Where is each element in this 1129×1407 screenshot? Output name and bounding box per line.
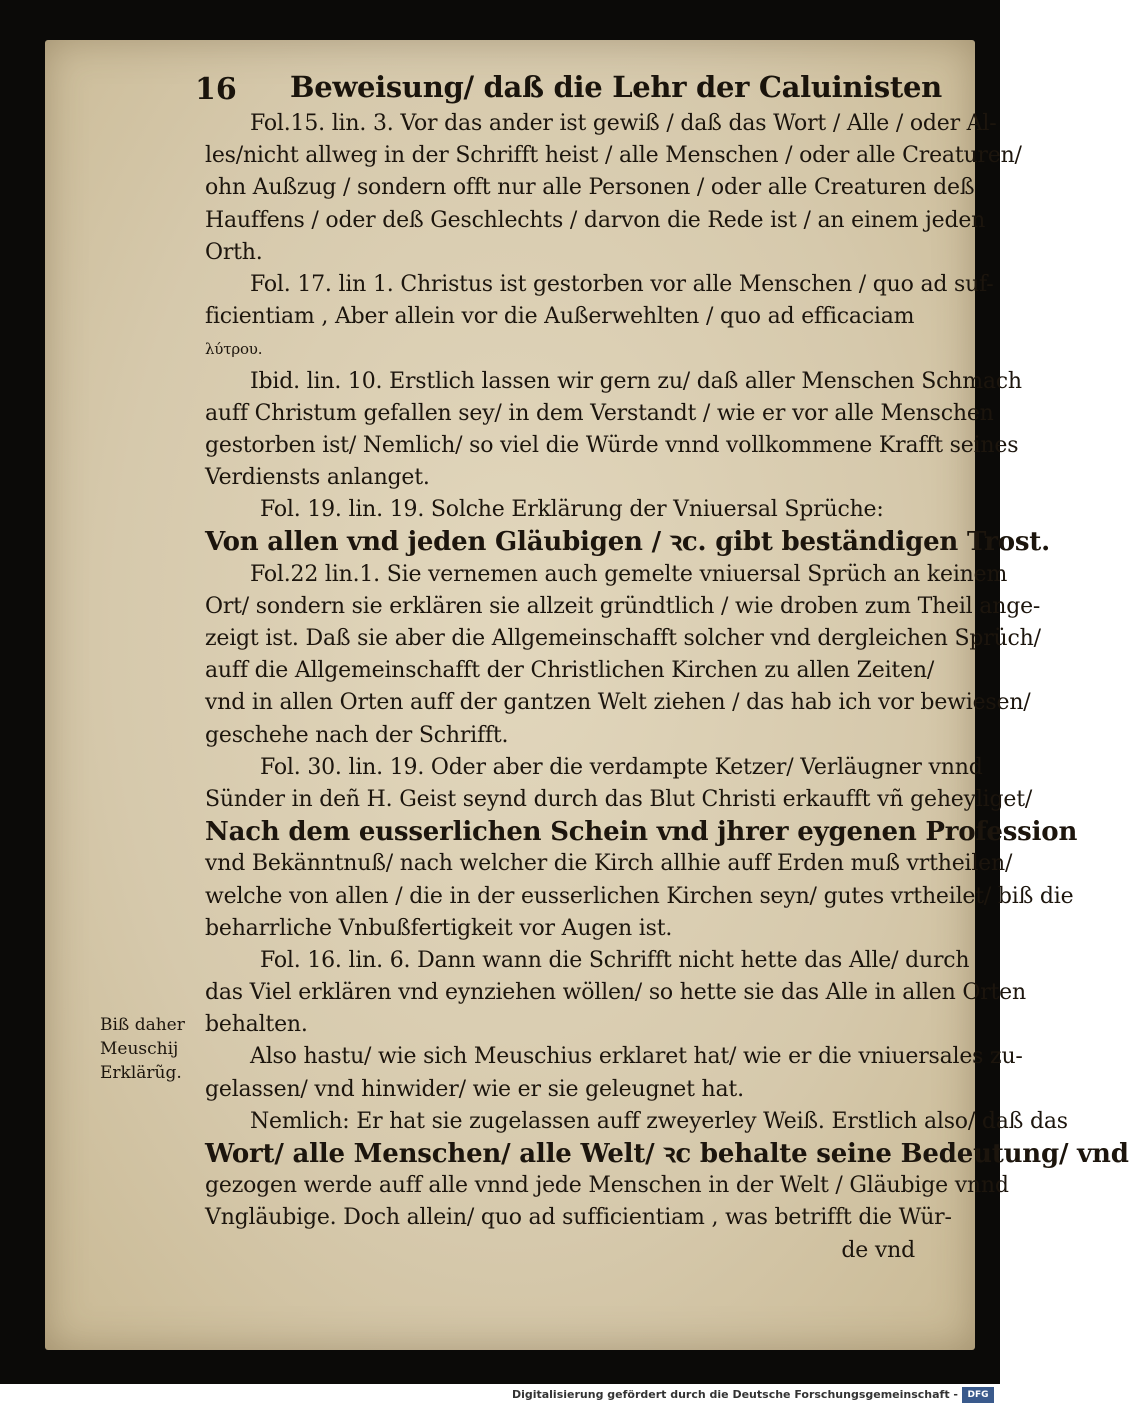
dfg-logo: DFG <box>962 1387 994 1403</box>
text-line: Von allen vnd jeden Gläubigen / ꝛc. gibt beständigen Trost. <box>205 527 1050 558</box>
text-line: Fol.22 lin.1. Sie vernemen auch gemelte vniuersal Sprüch an keinem <box>250 561 1008 587</box>
text-line: ficientiam , Aber allein vor die Außerwehlten / quo ad efficaciam <box>205 304 915 330</box>
text-line: auff Christum gefallen sey/ in dem Verstandt / wie er vor alle Menschen <box>205 400 994 426</box>
margin-note-line: Erklärũg. <box>100 1063 182 1083</box>
text-line: gezogen werde auff alle vnnd jede Menschen in der Welt / Gläubige vnnd <box>205 1173 1009 1199</box>
text-line: Fol. 19. lin. 19. Solche Erklärung der Vniuersal Sprüche: <box>260 497 884 523</box>
text-line: Fol. 17. lin 1. Christus ist gestorben vor alle Menschen / quo ad suf- <box>250 271 994 297</box>
text-line: gelassen/ vnd hinwider/ wie er sie geleugnet hat. <box>205 1076 744 1102</box>
text-line: Nach dem eusserlichen Schein vnd jhrer eygenen Profession <box>205 817 1078 848</box>
text-line: Hauffens / oder deß Geschlechts / darvon die Rede ist / an einem jeden <box>205 207 986 233</box>
funding-credit: Digitalisierung gefördert durch die Deutsche Forschungsgemeinschaft - <box>511 1388 958 1401</box>
text-line: λύτρου. <box>205 340 263 359</box>
margin-note-line: Biß daher <box>100 1015 185 1035</box>
page-number: 16 <box>195 72 237 107</box>
text-line: Fol. 30. lin. 19. Oder aber die verdampte Ketzer/ Verläugner vnnd <box>260 754 983 780</box>
text-line: Vngläubige. Doch allein/ quo ad sufficientiam , was betrifft die Wür- <box>205 1205 952 1231</box>
text-line: vnd Bekänntnuß/ nach welcher die Kirch allhie auff Erden muß vrtheilen/ <box>205 851 1013 877</box>
text-line: vnd in allen Orten auff der gantzen Welt ziehen / das hab ich vor bewiesen/ <box>205 690 1031 716</box>
text-line: auff die Allgemeinschafft der Christlichen Kirchen zu allen Zeiten/ <box>205 658 935 684</box>
page-body <box>205 108 1129 1267</box>
text-line: les/nicht allweg in der Schrifft heist / alle Menschen / oder alle Creaturen/ <box>205 143 1022 169</box>
margin-note-line: Meuschij <box>100 1039 179 1059</box>
footer-bar <box>0 1384 1000 1407</box>
text-line: Wort/ alle Menschen/ alle Welt/ ꝛc behalte seine Bedeutung/ vnd <box>205 1139 1129 1169</box>
text-line: Fol.15. lin. 3. Vor das ander ist gewiß / daß das Wort / Alle / oder Al- <box>250 111 997 136</box>
page-header <box>195 66 942 107</box>
text-line: welche von allen / die in der eusserlichen Kirchen seyn/ gutes vrtheilet/ biß die <box>205 883 1074 909</box>
text-line: beharrliche Vnbußfertigkeit vor Augen ist. <box>205 915 673 941</box>
text-line: Also hastu/ wie sich Meuschius erklaret hat/ wie er die vniuersales zu- <box>250 1044 1023 1070</box>
text-line: Sünder in deñ H. Geist seynd durch das Blut Christi erkaufft vñ geheyliget/ <box>205 786 1033 812</box>
text-line: behalten. <box>205 1012 308 1038</box>
text-line: zeigt ist. Daß sie aber die Allgemeinschafft solcher vnd dergleichen Sprüch/ <box>205 626 1041 651</box>
margin-note <box>100 1013 185 1085</box>
text-line: Verdiensts anlanget. <box>205 465 430 491</box>
text-line: das Viel erklären vnd eynziehen wöllen/ so hette sie das Alle in allen Orten <box>205 980 1026 1006</box>
running-head: Beweisung/ daß die Lehr der Caluinisten <box>290 70 942 104</box>
text-line: Orth. <box>205 239 263 265</box>
text-line: Ort/ sondern sie erklären sie allzeit gründtlich / wie droben zum Theil ange- <box>205 593 1041 619</box>
text-line: Ibid. lin. 10. Erstlich lassen wir gern zu/ daß aller Menschen Schmach <box>250 368 1022 394</box>
catchword: de vnd <box>841 1237 915 1263</box>
text-line: geschehe nach der Schrifft. <box>205 722 509 748</box>
text-line: gestorben ist/ Nemlich/ so viel die Würde vnnd vollkommene Krafft seines <box>205 432 1019 458</box>
text-line: ohn Außzug / sondern offt nur alle Personen / oder alle Creaturen deß <box>205 175 975 201</box>
text-line: Nemlich: Er hat sie zugelassen auff zweyerley Weiß. Erstlich also/ daß das <box>250 1108 1068 1134</box>
text-line: Fol. 16. lin. 6. Dann wann die Schrifft nicht hette das Alle/ durch <box>260 947 970 973</box>
